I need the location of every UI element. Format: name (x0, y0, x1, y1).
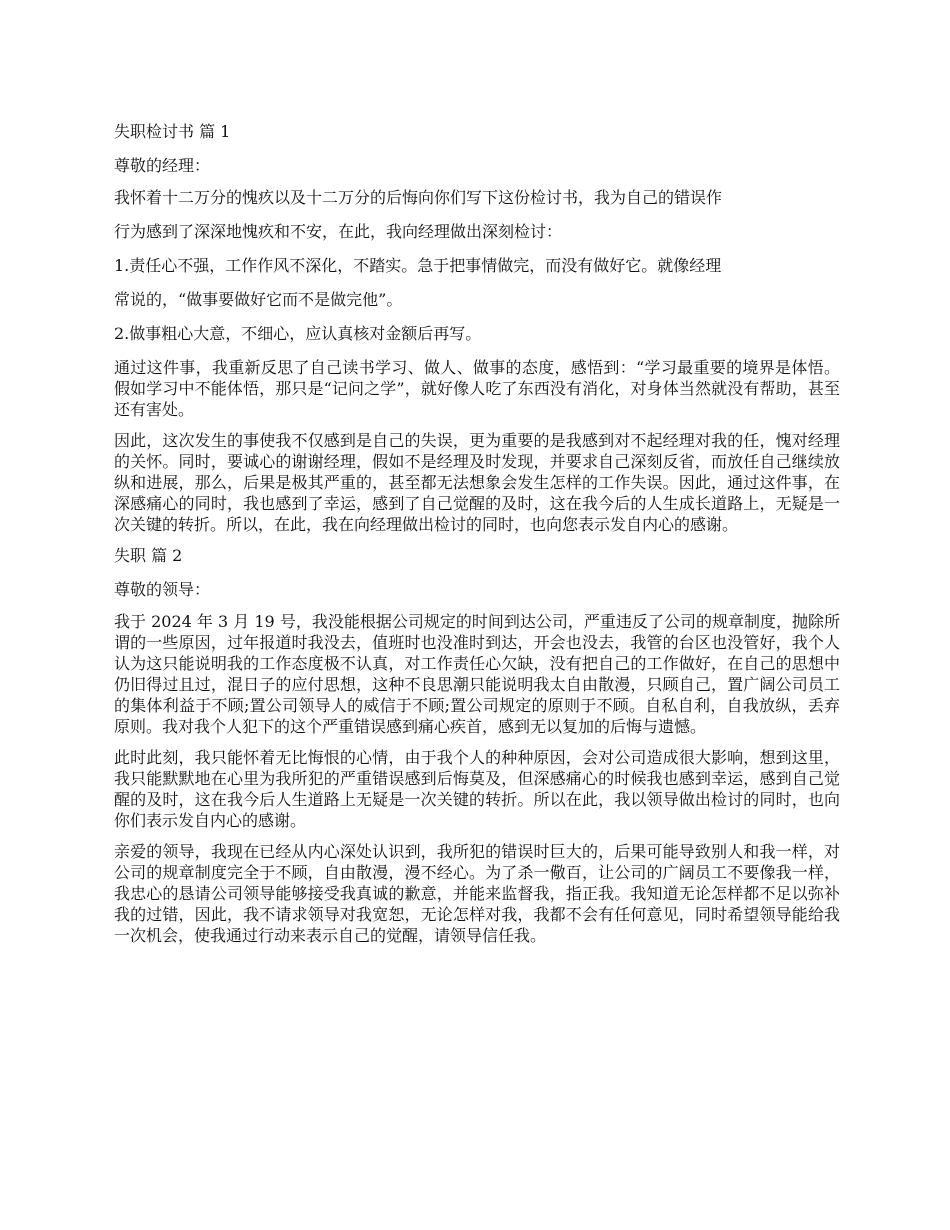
section-1-item-1-line-2: 常说的，“做事要做好它而不是做完他”。 (114, 290, 403, 309)
section-1-title: 失职检讨书 篇 1 (114, 122, 231, 141)
section-1-intro-line-2: 行为感到了深深地愧疚和不安，在此，我向经理做出深刻检讨： (114, 222, 563, 241)
section-1-item-2: 2.做事粗心大意，不细心，应认真核对金额后再写。 (114, 324, 482, 343)
section-2-paragraph-1: 我于 2024 年 3 月 19 号，我没能根据公司规定的时间到达公司，严重违反了公司的规章制度，抛除所谓的一些原因，过年报道时我没去，值班时也没准时到达，开会也没去，我管的台区也没管好，我个人认为这只能说明我的工作态度极不认真，对工作责任心欠缺，没有把自己的工作做好，在自己的思想中仍旧得过且过，混日子的应付思想，这种不良思潮只能说明我太自由散漫，只顾自己，置广阔公司员工的集体利益于不顾;置公司领导人的威信于不顾;置公司规定的原则于不顾。自私自利，自我放纵，丢弃原则。我对我个人犯下的这个严重错误感到痛心疾首，感到无以复加的后悔与遗憾。 (114, 612, 840, 736)
section-1-intro-line-1: 我怀着十二万分的愧疚以及十二万分的后悔向你们写下这份检讨书，我为自己的错误作 (114, 188, 723, 207)
section-2-title: 失职 篇 2 (114, 546, 183, 565)
section-2-paragraph-2: 此时此刻，我只能怀着无比悔恨的心情，由于我个人的种种原因，会对公司造成很大影响，想到这里，我只能默默地在心里为我所犯的严重错误感到后悔莫及，但深感痛心的时候我也感到幸运，感到自己觉醒的及时，这在我今后人生道路上无疑是一次关键的转折。所以在此，我以领导做出检讨的同时，也向你们表示发自内心的感谢。 (114, 748, 840, 830)
section-2-salutation: 尊敬的领导： (114, 580, 211, 599)
section-1-paragraph-1: 通过这件事，我重新反思了自己读书学习、做人、做事的态度，感悟到：“学习最重要的境界是体悟。假如学习中不能体悟，那只是“记问之学”，就好像人吃了东西没有消化，对身体当然就没有帮助，甚至还有害处。 (114, 358, 840, 419)
section-1-item-1-line-1: 1.责任心不强，工作作风不深化，不踏实。急于把事情做完，而没有做好它。就像经理 (114, 256, 722, 275)
section-1-paragraph-2: 因此，这次发生的事使我不仅感到是自己的失误，更为重要的是我感到对不起经理对我的任，愧对经理的关怀。同时，要诚心的谢谢经理，假如不是经理及时发现，并要求自己深刻反省，而放任自己继续放纵和进展，那么，后果是极其严重的，甚至都无法想象会发生怎样的工作失误。因此，通过这件事，在深感痛心的同时，我也感到了幸运，感到了自己觉醒的及时，这在我今后的人生成长道路上，无疑是一次关键的转折。所以，在此，我在向经理做出检讨的同时，也向您表示发自内心的感谢。 (114, 431, 840, 534)
section-2-paragraph-3: 亲爱的领导，我现在已经从内心深处认识到，我所犯的错误时巨大的，后果可能导致别人和我一样，对公司的规章制度完全于不顾，自由散漫，漫不经心。为了杀一儆百，让公司的广阔员工不要像我一样，我忠心的恳请公司领导能够接受我真诚的歉意，并能来监督我，指正我。我知道无论怎样都不足以弥补我的过错，因此，我不请求领导对我宽恕，无论怎样对我，我都不会有任何意见，同时希望领导能给我一次机会，使我通过行动来表示自己的觉醒，请领导信任我。 (114, 842, 840, 945)
document-body (114, 121, 840, 956)
section-1-salutation: 尊敬的经理： (114, 156, 211, 175)
